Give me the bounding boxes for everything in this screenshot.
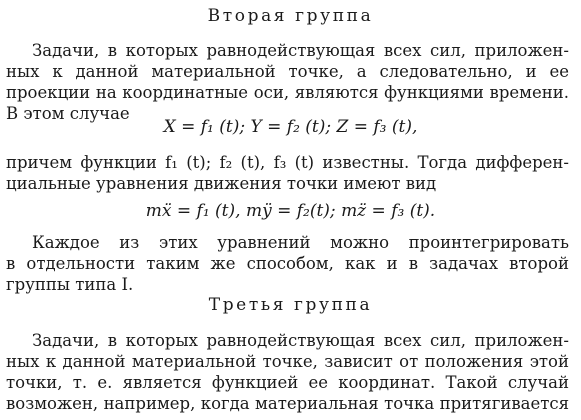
formula-forces-functions-of-time: X = f₁ (t); Y = f₂ (t); Z = f₃ (t), xyxy=(163,117,418,137)
section-heading-second-group: Вторая группа xyxy=(207,6,374,26)
paragraph-line: причем функции f₁ (t); f₂ (t), f₃ (t) известны. Тогда дифферен- xyxy=(6,153,569,172)
paragraph-line: точки, т. е. является функцией ее координат. Такой случай xyxy=(6,373,569,392)
paragraph-line: Задачи, в которых равнодействующая всех сил, приложен- xyxy=(32,331,569,350)
paragraph-line: Каждое из этих уравнений можно проинтегрировать xyxy=(32,233,569,252)
paragraph-line: проекции на координатные оси, являются функциями времени. xyxy=(6,83,569,102)
paragraph-line: Задачи, в которых равнодействующая всех сил, приложен- xyxy=(32,41,569,60)
section-heading-third-group: Третья группа xyxy=(208,295,373,315)
paragraph-line: группы типа I. xyxy=(6,275,134,294)
paragraph-line: ных к данной материальной точке, а следовательно, и ее xyxy=(6,62,569,81)
paragraph-line: ных к данной материальной точке, зависит от положения этой xyxy=(6,352,569,371)
paragraph-line: В этом случае xyxy=(6,104,130,123)
paragraph-line: возможен, например, когда материальная точка притягивается xyxy=(6,394,569,413)
paragraph-line: в отдельности таким же способом, как и в задачах второй xyxy=(6,254,569,273)
paragraph-line: циальные уравнения движения точки имеют вид xyxy=(6,174,437,193)
formula-differential-equations: mẍ = f₁ (t), mÿ = f₂(t); mz̈ = f₃ (t). xyxy=(145,201,436,221)
